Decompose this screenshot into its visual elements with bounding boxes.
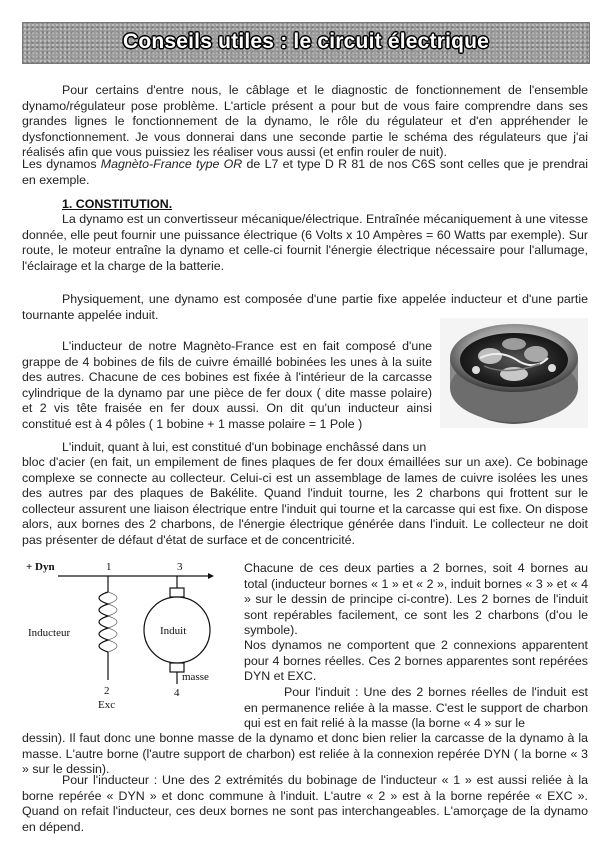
exc-label: Exc	[98, 699, 116, 711]
terminal-2-label: 2	[104, 685, 110, 697]
circuit-diagram-svg	[22, 556, 242, 716]
circuit-diagram	[22, 556, 242, 716]
paragraph-induit-a: L'induit, quant à lui, est constitué d'un bobinage enchâssé dans un	[62, 440, 427, 454]
intro-paragraph-2	[22, 157, 588, 188]
paragraph-physique: Physiquement, une dynamo est composée d'une partie fixe appelée inducteur et d'une partie tournante appelée induit.	[22, 292, 588, 322]
page-title: Conseils utiles : le circuit électrique	[122, 30, 490, 53]
paragraph-inducteur-bornes: Pour l'inducteur : Une des 2 extrémités du bobinage de l'inducteur « 1 » est aussi reliée à la borne repérée « DYN » et donc commune à l'induit. L'autre « 2 » est à la borne repérée « EXC ». Quand on refait l'inducteur, ces deux bornes ne sont pas interchangeables. L'amorçage de la dynamo en dépend.	[22, 773, 588, 834]
dyn-arrow	[208, 573, 214, 579]
induit-label: Induit	[160, 625, 187, 637]
intro2-text-end: de L7 et type D R 81 de nos C6S sont celles que je prendrai en exemple.	[22, 157, 588, 187]
section-heading: 1. CONSTITUTION.	[62, 197, 173, 211]
inducteur-coil	[99, 592, 108, 652]
brush-top	[170, 588, 184, 597]
paragraph-connexions: Nos dynamos ne comportent que 2 connexions apparentent pour 4 bornes réelles. Ces 2 bornes apparentes sont repérées DYN et EXC.	[244, 638, 588, 683]
title-banner	[22, 22, 590, 64]
dynamo-type-text: Magnèto-France type OR	[100, 157, 243, 171]
terminal-1-label: 1	[106, 561, 112, 573]
intro-paragraph: Pour certains d'entre nous, le câblage et le diagnostic de fonctionnement de l'ensemble dynamo/régulateur pose problème. L'article présent a pour but de vous faire comprendre dans ses grandes lignes le fonctionnement de la dynamo, le rôle du régulateur et d'en appréhender le dysfonctionnement. Je vous donnerai dans une seconde partie le schéma des régulateurs que j'ai réalisés afin que vous puissiez les réaliser vous aussi (et enfin rouler de nuit).	[22, 83, 588, 159]
paragraph-induit-masse-a: Pour l'induit : Une des 2 bornes réelles de l'induit est en permanence reliée à la masse. C'est le support de charbon qui est en fait relié à la masse (la borne « 4 » sur le	[244, 685, 588, 730]
inducteur-label: Inducteur	[28, 627, 71, 639]
dynamo-photo-image	[440, 318, 588, 428]
paragraph-dynamo: La dynamo est un convertisseur mécanique/électrique. Entraînée mécaniquement à une vitesse donnée, elle peut fournir une puissance électrique (6 Volts x 10 Ampères = 60 Watts par exemple). Sur route, le moteur entraîne la dynamo et celle-ci fournit l'énergie électrique nécessaire pour l'allumage, l'éclairage et la charge de la batterie.	[22, 212, 588, 273]
dynamo-photo	[440, 318, 588, 428]
masse-label: masse	[182, 671, 209, 683]
terminal-3-label: 3	[177, 561, 183, 573]
paragraph-induit-masse-b: dessin). Il faut donc une bonne masse de la dynamo et donc bien relier la carcasse de la dynamo à la masse. L'autre borne (l'autre support de charbon) est reliée à la connexion repérée DYN ( la borne « 3 » sur le dessin).	[22, 731, 588, 776]
plus-dyn-label: + Dyn	[26, 561, 55, 573]
paragraph-induit-b: bloc d'acier (en fait, un empilement de fines plaques de fer doux émaillées sur un axe). Ce bobinage complexe se connecte au collecteur. Celui-ci est un assemblage de lames de cuivre isolées les unes des autres par des plaques de Bakélite. Quand l'induit tourne, les 2 charbons qui frottent sur le collecteur assurent une liaison électrique entre l'induit qui tourne et la carcasse qui est fixe. On dispose alors, aux bornes des 2 charbons, de l'énergie électrique générée dans l'induit. Le collecteur ne doit pas présenter de défaut d'état de surface et de concentricité.	[22, 455, 588, 547]
paragraph-bornes: Chacune de ces deux parties a 2 bornes, soit 4 bornes au total (inducteur bornes « 1 » et « 2 », induit bornes « 3 » et « 4 » sur le dessin de principe ci-contre). Les 2 bornes de l'induit sont repérables facilement, ce sont les 2 charbons (d'ou le symbole).	[244, 561, 588, 637]
terminal-4-label: 4	[174, 687, 180, 699]
paragraph-inducteur: L'inducteur de notre Magnèto-France est en fait composé d'une grappe de 4 bobines de fils de cuivre émaillé bobinées les unes à la suite des autres. Chacune de ces bobines est fixée à l'intérieur de la carcasse cylindrique de la dynamo par une pièce de fer doux ( dite masse polaire) et 2 vis tête fraisée en fer doux aussi. On dit qu'un inducteur ainsi constitué est à 4 pôles ( 1 bobine + 1 masse polaire = 1 Pole )	[22, 339, 432, 431]
intro2-text: Les dynamos	[22, 157, 101, 171]
